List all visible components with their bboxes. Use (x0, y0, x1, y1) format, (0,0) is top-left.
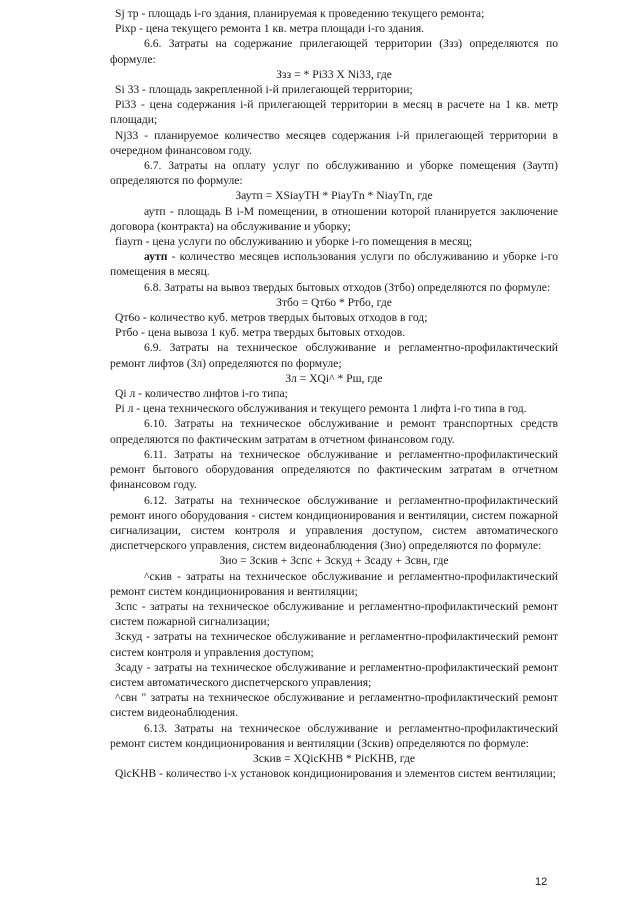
formula-line: Зскив = XQicKHB * PicKHB, где (252, 751, 416, 765)
definition-line (110, 249, 558, 279)
section-paragraph: 6.8. Затраты на вывоз твердых бытовых отходов (Зтбо) определяются по формуле: (144, 280, 551, 294)
section-paragraph: 6.10. Затраты на техническое обслуживание и ремонт транспортных средств определяются по фактическим затратам в отчетном финансовом году. (110, 417, 558, 446)
definition-line: Qт6о - количество куб. метров твердых бытовых отходов в год; (115, 311, 428, 325)
definition-line: Зскуд - затраты на техническое обслуживание и регламентно-профилактический ремонт систем контроля и управления доступом; (110, 630, 558, 659)
section-paragraph: 6.13. Затраты на техническое обслуживание и регламентно-профилактический ремонт систем кондиционирования и вентиляции (Зскив) определяются по формуле: (110, 721, 558, 750)
definition-line: аутп - площадь В i-М помещении, в отношении которой планируется заключение договора (контракта) на обслуживание и уборку; (110, 204, 558, 233)
definition-line: Si 33 - площадь закрепленной i-й прилегающей территории; (115, 83, 413, 97)
definition-line: Зсаду - затраты на техническое обслуживание и регламентно-профилактический ремонт систем автоматического диспетчерского управления; (110, 660, 558, 689)
definition-line: Nj33 - планируемое количество месяцев содержания i-й прилегающей территории в очередном финансовом году. (110, 128, 558, 157)
definition-text: - количество месяцев использования услуги по обслуживанию и уборке i-го помещения в месяц. (110, 250, 558, 279)
formula-line: Зио = Зскив + Зспс + Зскуд + Зсаду + Зсвн, где (219, 554, 449, 568)
definition-line: ^свн " затраты на техническое обслуживание и регламентно-профилактический ремонт систем видеонаблюдения. (110, 691, 558, 720)
formula-line: Зтбо = Qт6о * Ртбо, где (276, 295, 392, 309)
definition-line: Зспс - затраты на техническое обслуживание и регламентно-профилактический ремонт систем пожарной сигнализации; (110, 599, 558, 629)
definition-line: Ртбо - цена вывоза 1 куб. метра твердых бытовых отходов. (115, 326, 406, 340)
definition-line: QicKHB - количество i-х установок кондиционирования и элементов систем вентиляции; (115, 767, 556, 781)
section-paragraph: 6.11. Затраты на техническое обслуживание и регламентно-профилактический ремонт бытового оборудования определяются по фактическим затратам в отчетном финансовом году. (110, 447, 558, 492)
definition-line: Рi33 - цена содержания i-й прилегающей территории в месяц в расчете на 1 кв. метр площади; (110, 98, 558, 127)
document-body (110, 0, 558, 781)
section-paragraph: 6.12. Затраты на техническое обслуживание и регламентно-профилактический ремонт иного оборудования - систем кондиционирования и вентиляции, систем пожарной сигнализации, систем контроля и управления доступом, систем автоматического диспетчерского управления, систем видеонаблюдения (Зио) определяются по формуле: (110, 493, 558, 553)
page-number: 12 (535, 876, 548, 888)
formula-line: Зл = XQi^ * Рш, где (285, 371, 383, 385)
formula-line: Заутп = XSiayTH * PiayTn * NiayTn, где (235, 189, 433, 203)
definition-line: Рi л - цена технического обслуживания и текущего ремонта 1 лифта i-го типа в год. (115, 402, 527, 416)
section-paragraph: 6.7. Затраты на оплату услуг по обслуживанию и уборке помещения (Заутп) определяются по формуле: (110, 159, 558, 188)
section-paragraph: 6.6. Затраты на содержание прилегающей территории (Ззз) определяются по формуле: (110, 37, 558, 66)
bold-term: аутп (144, 250, 168, 264)
definition-line: Qi л - количество лифтов i-го типа; (115, 387, 288, 401)
formula-line: Ззз = * Рi33 X Ni33, где (276, 67, 392, 81)
document-page (110, 0, 558, 905)
definition-line: Рiхр - цена текущего ремонта 1 кв. метра площади i-го здания. (115, 22, 425, 36)
definition-line: fiayrn - цена услуги по обслуживанию и уборке i-го помещения в месяц; (115, 235, 473, 249)
section-paragraph: 6.9. Затраты на техническое обслуживание и регламентно-профилактический ремонт лифтов (Зл) определяются по формуле; (110, 341, 558, 370)
definition-line: ^скив - затраты на техническое обслуживание и регламентно-профилактический ремонт систем кондиционирования и вентиляции; (110, 569, 558, 598)
definition-line: Sj тр - площадь i-го здания, планируемая к проведению текущего ремонта; (115, 7, 485, 20)
